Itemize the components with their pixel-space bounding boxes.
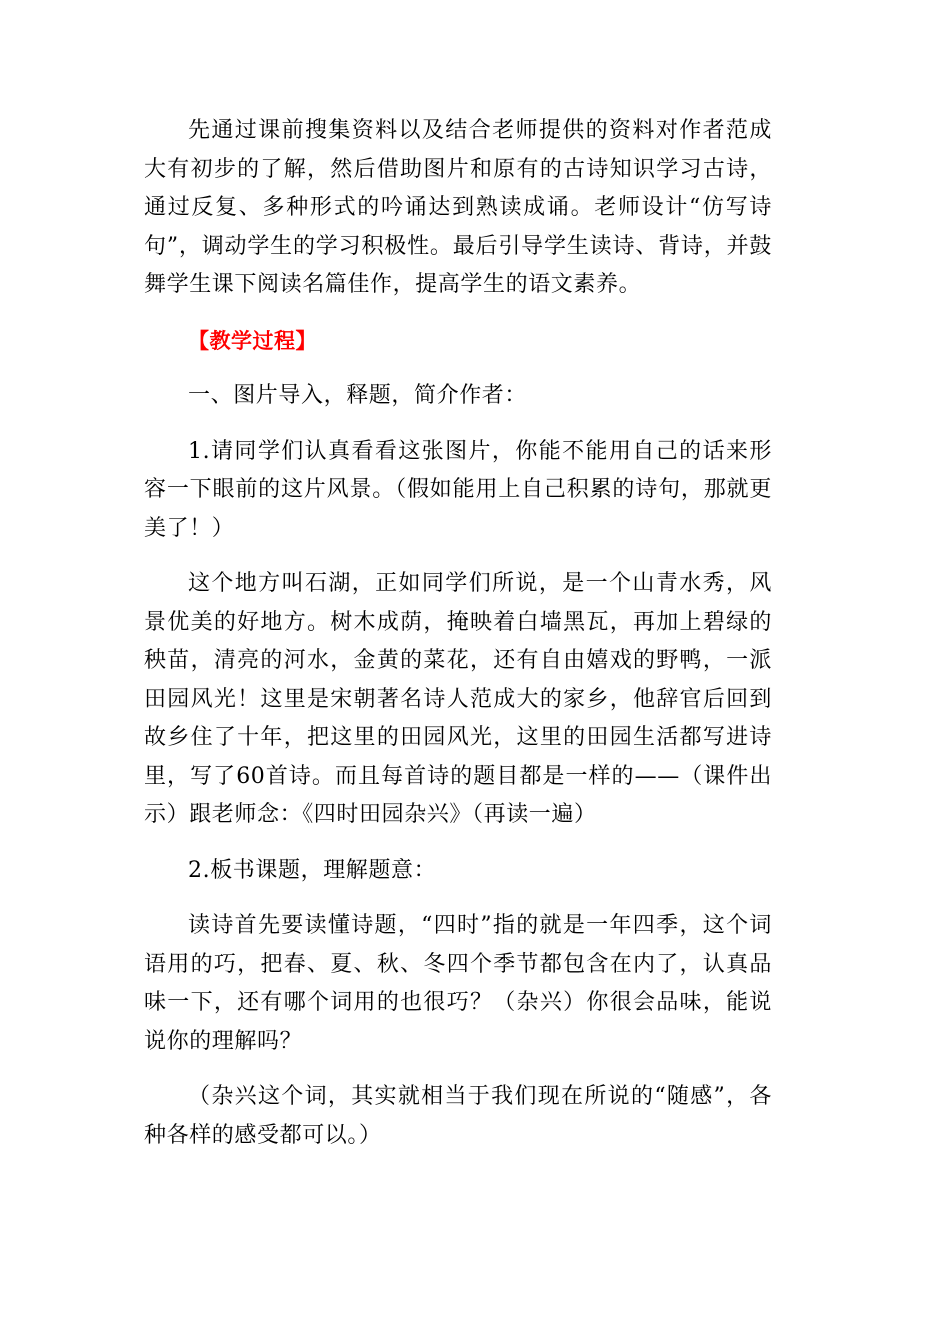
part-one-heading: 一、图片导入，释题，简介作者： (188, 383, 528, 408)
document-body (144, 112, 772, 1172)
intro-paragraph: 先通过课前搜集资料以及结合老师提供的资料对作者范成大有初步的了解，然后借助图片和原有的古诗知识学习古诗，通过反复、多种形式的吟诵达到熟读成诵。老师设计“仿写诗句”，调动学生的学习积极性。最后引导学生读诗、背诗，并鼓舞学生课下阅读名篇佳作，提高学生的语文素养。 (144, 118, 772, 297)
note-paragraph: （杂兴这个词，其实就相当于我们现在所说的“随感”，各种各样的感受都可以。） (144, 1084, 772, 1148)
step-two-heading: 2.板书课题，理解题意： (188, 857, 437, 883)
step-one-paragraph: 1.请同学们认真看看这张图片，你能不能用自己的话来形容一下眼前的这片风景。（假如能用上自己积累的诗句，那就更美了！） (144, 438, 772, 541)
explanation-paragraph: 读诗首先要读懂诗题，“四时”指的就是一年四季，这个词语用的巧，把春、夏、秋、冬四个季节都包含在内了，认真品味一下，还有哪个词用的也很巧？（杂兴）你很会品味，能说说你的理解吗？ (144, 913, 772, 1054)
section-heading: 【教学过程】 (188, 328, 317, 353)
description-paragraph: 这个地方叫石湖，正如同学们所说，是一个山青水秀，风景优美的好地方。树木成荫，掩映着白墙黑瓦，再加上碧绿的秧苗，清亮的河水，金黄的菜花，还有自由嬉戏的野鸭，一派田园风光！这里是宋朝著名诗人范成大的家乡，他辞官后回到故乡住了十年，把这里的田园风光，这里的田园生活都写进诗里，写了60首诗。而且每首诗的题目都是一样的——（课件出示）跟老师念：《四时田园杂兴》（再读一遍） (144, 571, 772, 827)
